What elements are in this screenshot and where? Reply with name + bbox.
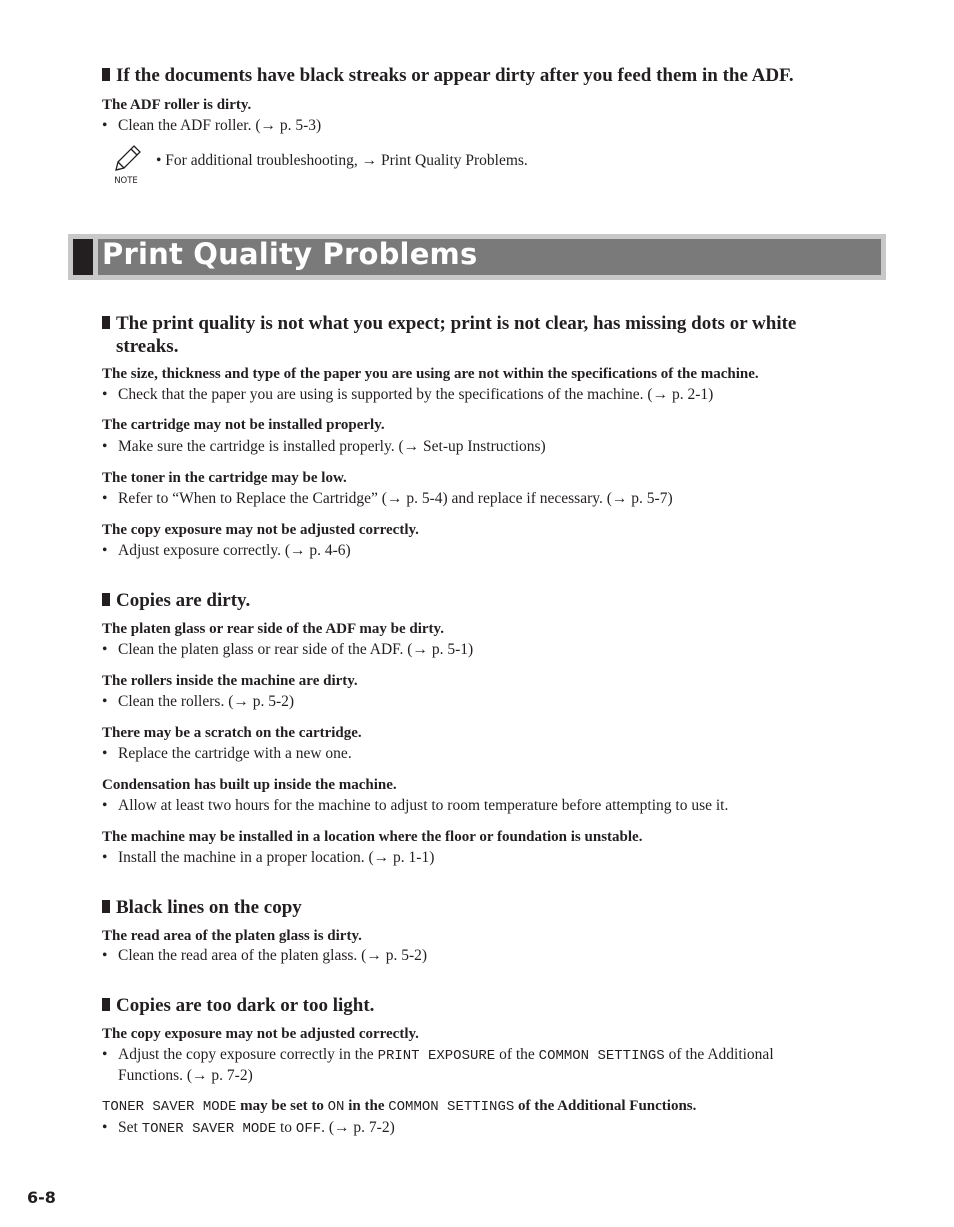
s2-cause-3: There may be a scratch on the cartridge. xyxy=(102,725,362,741)
s1-cause-4: The copy exposure may not be adjusted correctly. xyxy=(102,522,419,538)
adf-bullet: • Clean the ADF roller. (→ p. 5-3) xyxy=(102,117,322,134)
s4-bullet-1-cont: Functions. (→ p. 7-2) xyxy=(118,1067,253,1084)
banner-block xyxy=(73,239,93,275)
s1-cause-3: The toner in the cartridge may be low. xyxy=(102,470,347,486)
s1-bullet-1: • Check that the paper you are using is supported by the specifications of the machine. (→ p. 2-1) xyxy=(102,386,714,403)
heading-marker xyxy=(102,316,110,329)
s1-cause-2: The cartridge may not be installed properly. xyxy=(102,417,385,433)
note-text: • For additional troubleshooting, → Print Quality Problems. xyxy=(156,152,528,169)
s4-heading: Copies are too dark or too light. xyxy=(102,994,374,1017)
heading-marker xyxy=(102,900,110,913)
s2-bullet-3: • Replace the cartridge with a new one. xyxy=(102,745,352,762)
s2-bullet-1: • Clean the platen glass or rear side of the ADF. (→ p. 5-1) xyxy=(102,641,474,658)
page-number: 6-8 xyxy=(27,1188,56,1207)
s1-bullet-4: • Adjust exposure correctly. (→ p. 4-6) xyxy=(102,542,351,559)
s1-heading-line2: streaks. xyxy=(116,336,179,357)
heading-marker xyxy=(102,998,110,1011)
s2-heading: Copies are dirty. xyxy=(102,589,250,612)
section-banner xyxy=(68,234,886,280)
heading-marker xyxy=(102,593,110,606)
s3-heading: Black lines on the copy xyxy=(102,896,302,919)
banner-title: Print Quality Problems xyxy=(102,237,478,271)
s1-bullet-2: • Make sure the cartridge is installed properly. (→ Set-up Instructions) xyxy=(102,438,546,455)
adf-cause: The ADF roller is dirty. xyxy=(102,97,252,113)
s4-bullet-2: • Set TONER SAVER MODE to OFF. (→ p. 7-2) xyxy=(102,1119,395,1137)
adf-heading: If the documents have black streaks or appear dirty after you feed them in the ADF. xyxy=(102,64,794,87)
s1-heading: The print quality is not what you expect; print is not clear, has missing dots or white xyxy=(102,312,796,335)
s1-bullet-3: • Refer to “When to Replace the Cartridge” (→ p. 5-4) and replace if necessary. (→ p. 5-7) xyxy=(102,490,673,507)
s2-bullet-4: • Allow at least two hours for the machine to adjust to room temperature before attempting to use it. xyxy=(102,797,729,814)
s1-cause-1: The size, thickness and type of the paper you are using are not within the specifications of the machine. xyxy=(102,366,759,382)
s3-bullet-1: • Clean the read area of the platen glass. (→ p. 5-2) xyxy=(102,947,428,964)
s4-cause-2: TONER SAVER MODE may be set to ON in the COMMON SETTINGS of the Additional Functions. xyxy=(102,1098,697,1115)
note-label: NOTE xyxy=(114,176,138,186)
s2-bullet-5: • Install the machine in a proper location. (→ p. 1-1) xyxy=(102,849,435,866)
s2-cause-2: The rollers inside the machine are dirty. xyxy=(102,673,358,689)
s2-bullet-2: • Clean the rollers. (→ p. 5-2) xyxy=(102,693,295,710)
heading-marker xyxy=(102,68,110,81)
s2-cause-5: The machine may be installed in a location where the floor or foundation is unstable. xyxy=(102,829,643,845)
s2-cause-4: Condensation has built up inside the machine. xyxy=(102,777,397,793)
s4-bullet-1: • Adjust the copy exposure correctly in the PRINT EXPOSURE of the COMMON SETTINGS of the Additional xyxy=(102,1046,774,1064)
note-icon xyxy=(108,144,144,186)
s4-cause-1: The copy exposure may not be adjusted correctly. xyxy=(102,1026,419,1042)
s2-cause-1: The platen glass or rear side of the ADF may be dirty. xyxy=(102,621,444,637)
s3-cause-1: The read area of the platen glass is dirty. xyxy=(102,928,362,944)
